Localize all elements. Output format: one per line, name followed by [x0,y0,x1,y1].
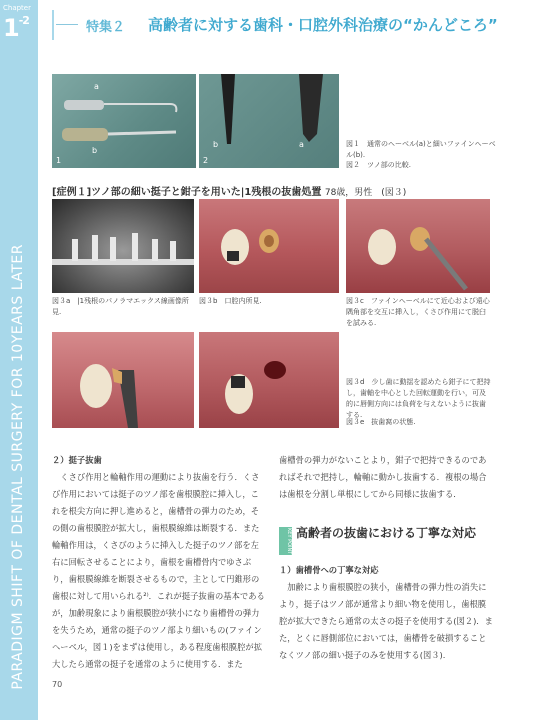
figure-3a-xray [52,199,194,293]
body-left-column [52,452,266,673]
photo-label-a: a [299,140,304,149]
photo-label-a: a [94,82,99,91]
figure-3d-forceps [52,332,194,428]
figure-3b-intraoral [199,199,339,293]
photo-label-b: b [213,140,219,149]
chapter-label: Chapter [3,4,31,12]
figure-3e-caption: 図３e 抜歯窩の状態. [346,418,416,426]
case-heading-text: [症例１]ツノ部の細い挺子と鉗子を用いた|1残根の抜歯処置 [52,187,322,198]
figure-3e-socket [199,332,339,428]
vertical-series-title: PARADIGM SHIFT OF DENTAL SURGERY FOR 10YEARS LATER [10,244,26,690]
feature-kicker: 特集２ [86,20,126,35]
xray-teeth-drawing [52,199,194,293]
figure-3d-caption: 図３d 少し歯に動揺を認めたら鉗子にて把持し，歯軸を中心とした回転運動を行い，可及的に唇側方向には負荷を与えないように抜歯する. [346,378,491,419]
socket-drawing [199,332,339,428]
subheading-elevator-extraction: ２）挺子抜歯 [52,455,102,465]
header-bar [52,10,54,40]
chapter-sidebar [0,0,38,720]
case-meta: 78歳，男性 (図３) [324,188,407,198]
subheading-alveolar-bone: １）歯槽骨への丁寧な対応 [279,565,379,575]
case-heading [52,183,406,198]
figure-3a-caption: 図３a |1残根のパノラマエックス線画像所見. [52,297,189,316]
figure-2-photo [199,74,339,168]
photo-number: 2 [203,156,209,165]
figure-3b-caption: 図３b 口腔内所見. [199,297,262,305]
key-point-tag: KEY POINT [279,527,292,555]
instrument-drawing [52,74,196,168]
body-paragraph: くさび作用と輪軸作用の運動により抜歯を行う．くさび作用においては挺子のツノ部を歯根膜腔に挿入し，これを根尖方向に押し進めると，歯槽骨の弾力のため，その側の歯根膜腔が拡大し，歯根膜線維は断裂する．また輪軸作用は，くさびのように挿入した挺子のツノ部を左右に回転させることにより，歯根を歯槽骨内でゆさぶり，歯根膜線維を断裂させるもので，主として円錐形の歯根に対して用いられる²⁾．これが挺子抜歯の基本であるが，加齢現象により歯根膜腔が狭小になり歯槽骨の弾力を失うため，通常の挺子のツノ部より細いもの(ファインヘーベル，図１)をまずは使用し，ある程度歯根膜腔が拡大したら通常の挺子を通常のように使用する．また [52,472,265,669]
page-title: 高齢者に対する歯科・口腔外科治療の“かんどころ” [148,16,498,34]
figure-1-photo [52,74,196,168]
page-number: 70 [52,680,63,689]
photo-label-b: b [92,146,98,155]
section-title: 高齢者の抜歯における丁寧な対応 [296,526,477,540]
tip-drawing [199,74,339,168]
chapter-number [3,14,29,42]
intraoral-drawing [199,199,339,293]
figure-3c-caption: 図３c ファインヘーベルにて近心および遠心隅角部を交互に挿入し，くさび作用にて脱臼を試みる. [346,297,490,327]
body-paragraph: 加齢により歯根膜腔の狭小，歯槽骨の弾力性の消失により，挺子はツノ部が通常より細い物を使用し，歯根膜腔が拡大できたら通常の太さの挺子を使用する(図２)．また，とくに唇側部位においては，歯槽骨を破損することなくツノ部の細い挺子のみを使用する(図３). [279,582,493,660]
elevator-drawing [346,199,490,293]
body-right-column-bottom [279,562,493,664]
figure-3c-elevator [346,199,490,293]
figure-2-caption: 図２ ツノ部の比較. [346,161,411,169]
header-tick [56,24,78,25]
figure-1-caption: 図１ 通常のヘーベル(a)と細いファインヘーベル(b). [346,140,496,159]
photo-number: 1 [56,156,62,165]
body-paragraph: 歯槽骨の弾力がないことより，鉗子で把持できるのであればそれで把持し，輪軸に動かし抜歯する．複根の場合は歯根を分割し単根にしてから同様に抜歯する． [279,455,487,499]
chapter-number-sub: -2 [18,14,29,27]
forceps-drawing [52,332,194,428]
body-right-column-top [279,452,493,503]
chapter-number-main: 1 [3,14,19,42]
